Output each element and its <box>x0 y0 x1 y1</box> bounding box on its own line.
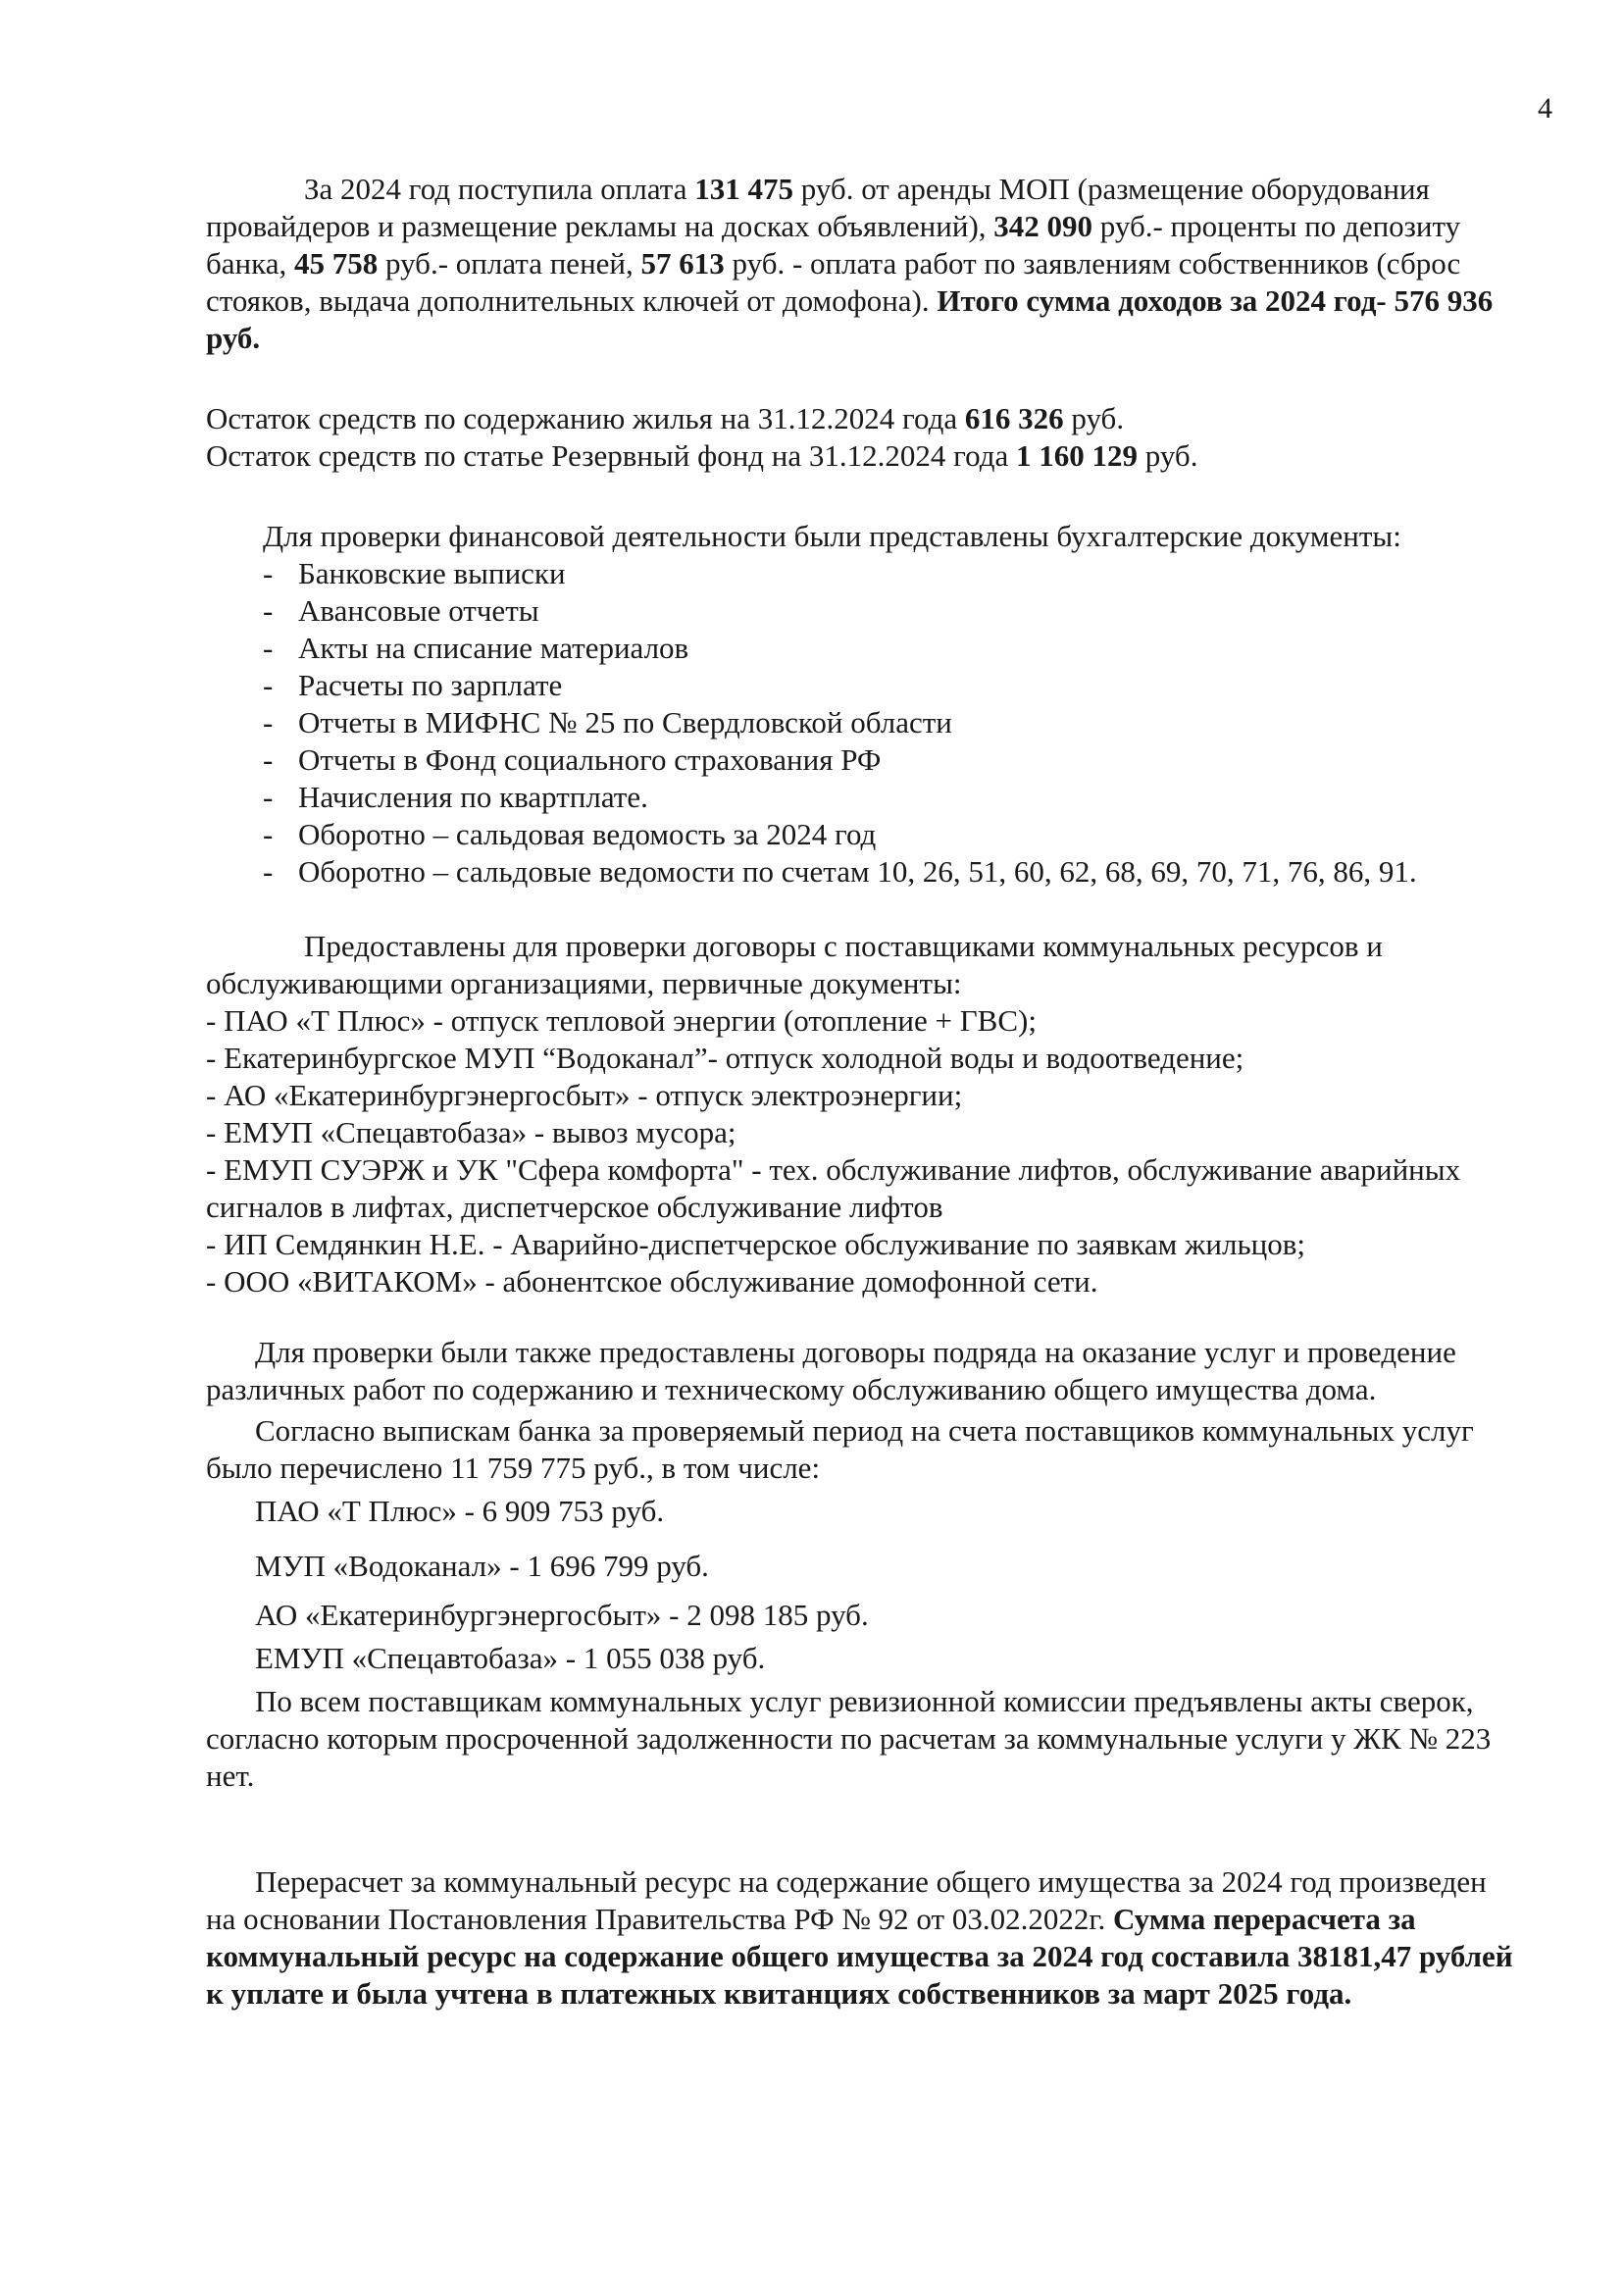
amount-owner-works: 57 613 <box>640 246 725 280</box>
income-paragraph <box>206 171 1520 357</box>
text: Остаток средств по статье Резервный фонд на 31.12.2024 года <box>206 438 1016 473</box>
list-item: - Авансовые отчеты <box>263 593 539 628</box>
list-item: - ООО «ВИТАКОМ» - абонентское обслуживание домофонной сети. <box>206 1264 1098 1299</box>
list-item: - ИП Семдянкин Н.Е. - Аварийно-диспетчерское обслуживание по заявкам жильцов; <box>206 1227 1305 1261</box>
documents-section <box>263 518 1528 891</box>
list-item: - Отчеты в Фонд социального страхования РФ <box>263 742 882 777</box>
text: Остаток средств по содержанию жилья на 31.12.2024 года <box>206 401 965 435</box>
payments-section <box>206 1412 1520 1795</box>
text: руб.- оплата пеней, <box>378 246 641 280</box>
page-number: 4 <box>1538 92 1552 125</box>
works-section <box>206 1334 1520 1408</box>
payment-item: ПАО «Т Плюс» - 6 909 753 руб. <box>255 1494 665 1528</box>
balance-reserve <box>206 437 1520 475</box>
list-item: - ЕМУП «Спецавтобаза» - вывоз мусора; <box>206 1115 736 1149</box>
balance-reserve-value: 1 160 129 <box>1015 438 1138 473</box>
payment-item: АО «Екатеринбургэнергосбыт» - 2 098 185 руб. <box>255 1598 869 1632</box>
recalc-section <box>206 1863 1520 2013</box>
payments-intro: Согласно выпискам банка за проверяемый период на счета поставщиков коммунальных услуг было перечислено 11 759 775 руб., в том числе: <box>206 1413 1474 1485</box>
works-paragraph: Для проверки были также предоставлены договоры подряда на оказание услуг и проведение различных работ по содержанию и техническому обслуживанию общего имущества дома. <box>206 1335 1456 1406</box>
text: руб.- проценты по депозиту банка, <box>206 209 1461 280</box>
text: Перерасчет за коммунальный ресурс на содержание общего имущества за 2024 год произведен на основании Постановления Правительства РФ № 92 от 03.02.2022г. <box>206 1864 1487 1936</box>
list-item: - Расчеты по зарплате <box>263 668 563 702</box>
list-item: - ЕМУП СУЭРЖ и УК "Сфера комфорта" - тех. обслуживание лифтов, обслуживание аварийных сигналов в лифтах, диспетчерское обслуживание лифтов <box>206 1152 1461 1224</box>
payments-conclusion: По всем поставщикам коммунальных услуг ревизионной комиссии предъявлены акты сверок, согласно которым просроченной задолженности по расчетам за коммунальные услуги у ЖК № 223 нет. <box>206 1684 1492 1793</box>
amount-rent: 131 475 <box>694 172 793 206</box>
amount-deposit-interest: 342 090 <box>993 209 1093 243</box>
recalc-summary: Сумма перерасчета за коммунальный ресурс на содержание общего имущества за 2024 год составила 38181,47 рублей к уплате и была учтена в платежных квитанциях собственников за март 2025 года. <box>206 1902 1513 2011</box>
list-item: - Оборотно – сальдовые ведомости по счетам 10, 26, 51, 60, 62, 68, 69, 70, 71, 76, 86, 91. <box>263 854 1417 889</box>
list-item: - Екатеринбургское МУП “Водоканал”- отпуск холодной воды и водоотведение; <box>206 1041 1244 1075</box>
text: руб. от аренды МОП (размещение оборудования провайдеров и размещение рекламы на досках объявлений), <box>206 172 1430 243</box>
text: руб. <box>1137 438 1198 473</box>
list-item: - Начисления по квартплате. <box>263 780 648 814</box>
documents-list <box>263 555 1528 891</box>
balance-housing-value: 616 326 <box>964 401 1064 435</box>
income-total: Итого сумма доходов за 2024 год- 576 936 руб. <box>206 283 1494 355</box>
payment-item: ЕМУП «Спецавтобаза» - 1 055 038 руб. <box>255 1641 766 1675</box>
contracts-list <box>206 1002 1520 1300</box>
documents-intro: Для проверки финансовой деятельности были представлены бухгалтерские документы: <box>263 519 1401 553</box>
list-item: - Акты на списание материалов <box>263 631 689 665</box>
payment-item: МУП «Водоканал» - 1 696 799 руб. <box>255 1549 709 1583</box>
balance-section <box>206 400 1520 475</box>
amount-penalties: 45 758 <box>293 246 379 280</box>
contracts-intro: Предоставлены для проверки договоры с поставщиками коммунальных ресурсов и обслуживающими организациями, первичные документы: <box>206 929 1383 1000</box>
list-item: - АО «Екатеринбургэнергосбыт» - отпуск электроэнергии; <box>206 1078 963 1112</box>
text: руб. - оплата работ по заявлениям собственников (сброс стояков, выдача дополнительных ключей от домофона). <box>206 246 1461 318</box>
list-item: - ПАО «Т Плюс» - отпуск тепловой энергии (отопление + ГВС); <box>206 1003 1037 1038</box>
recalc-paragraph <box>206 1863 1520 2013</box>
payments-list <box>206 1493 1520 1677</box>
list-item: - Банковские выписки <box>263 556 566 590</box>
text: За 2024 год поступила оплата <box>304 172 695 206</box>
list-item: - Отчеты в МИФНС № 25 по Свердловской области <box>263 705 952 739</box>
contracts-section <box>206 928 1520 1300</box>
list-item: - Оборотно – сальдовая ведомость за 2024 год <box>263 817 877 851</box>
income-section <box>206 171 1520 357</box>
text: руб. <box>1063 401 1125 435</box>
balance-housing <box>206 400 1520 437</box>
